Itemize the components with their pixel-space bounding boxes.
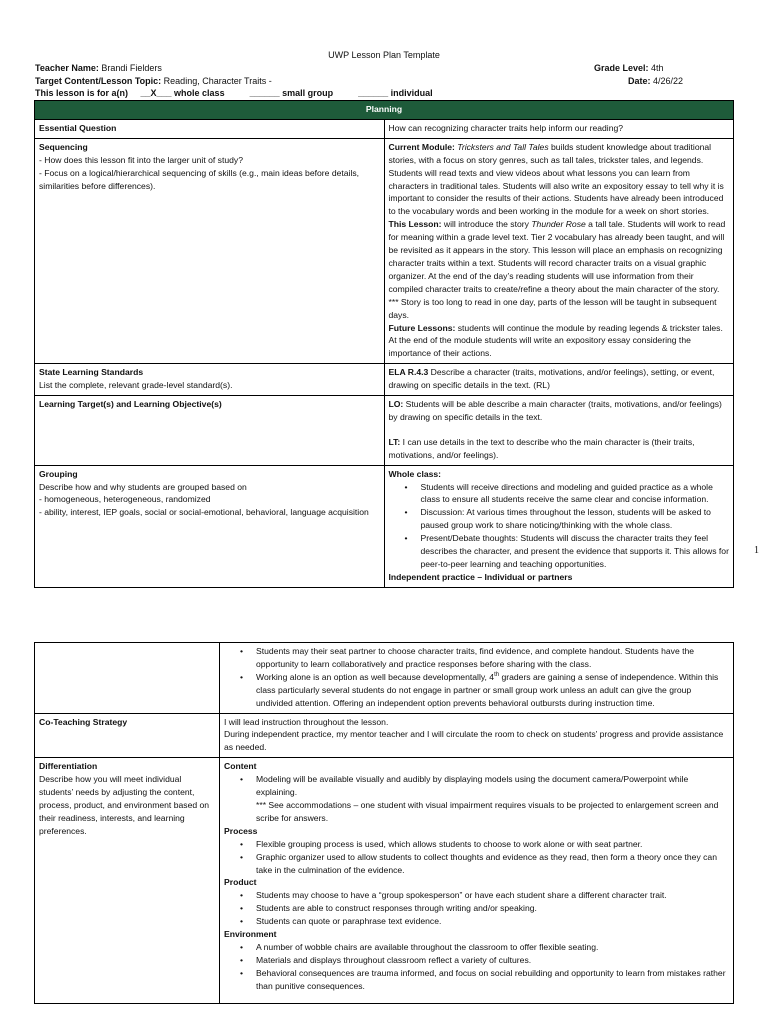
future-lessons-label: Future Lessons: [388,322,456,333]
standards-content [384,364,734,396]
learning-target-label: Learning Target(s) and Learning Objective(s) [35,396,385,466]
standards-cell [35,364,385,396]
list-item: • Students are able to construct responses through writing and/or speaking. [256,902,729,915]
essential-question-text: How can recognizing character traits help inform our reading? [384,119,734,138]
standard-code: ELA R.4.3 [388,367,429,378]
lesson-topic [35,75,272,88]
content-label: Content [224,761,257,772]
sequencing-cell [35,138,385,363]
sequencing-content [384,138,734,363]
essential-question-label: Essential Question [35,119,385,138]
content-note: *** See accommodations – one student with visual impairment requires visuals to be projected to enlargement screen and scribe for answers. [256,799,719,823]
list-item: • Materials and displays throughout classroom reflect a variety of cultures. [256,954,729,967]
learning-objective [389,398,730,424]
product-label: Product [224,877,257,888]
future-lessons-text: students will continue the module by reading legends & trickster tales. At the end of the module students will write an expository essay considering the importance of their actions. [388,322,723,359]
grouping-cell [35,465,385,587]
grouping-bullets-continued [224,645,729,710]
table-row [35,643,734,714]
sequencing-desc: - How does this lesson fit into the larger unit of study? - Focus on a logical/hierarchical sequencing of skills (e.g., main ideas before details, similarities before differences). [39,154,360,191]
module-text: builds student knowledge about traditional stories, with a focus on story genres, such as tall tales, trickster tales, and legends. Students will read texts and view videos about what lessons you can learn from characters in traditional tales. Students will also write an expository essay to tell why it is important to consider the results of their actions. Students have already been introduced to the vocabulary words and been working in the module for a week on short stories. [388,141,724,217]
list-item: • Flexible grouping process is used, which allows students to choose to work alone or with seat partner. [256,838,729,851]
list-item: • Students can quote or paraphrase text evidence. [256,915,729,928]
this-lesson-text: will introduce the story [441,219,532,230]
this-lesson-text-2: a tall tale. Students will work to read for meaning within a grade level text. Tier 2 vocabulary has already been taught, and will be revisited as it appears in the story. This lesson will place an emphasis on recognizing character traits within a text. Students will record character traits on a visual graphic organizer. At the end of the day’s reading students will use information from their compiled character traits to create/refine a theory about the main character of the story. [388,219,726,294]
lt-text: I can use details in the text to describe who the main character is (their traits, motivations, and/or feelings). [388,436,695,460]
current-module [389,141,730,218]
planning-banner: Planning [35,101,734,120]
process-bullets [224,838,729,877]
current-module-label: Current Module: [388,141,455,152]
product-bullets [224,889,729,928]
teacher-label: Teacher Name: [35,63,99,73]
standards-label: State Learning Standards [39,367,144,378]
differentiation-label: Differentiation [39,761,98,772]
grade-value: 4th [648,63,664,73]
lesson-date [628,75,683,88]
list-item: • Graphic organizer used to allow students to collect thoughts and evidence as they read, then form a theory once they can take in the culmination of the evidence. [256,851,729,877]
alone-text: Working alone is an option as well because developmentally, 4 [256,671,495,682]
coteaching-label: Co-Teaching Strategy [35,713,220,758]
list-item: • Discussion: At various times throughout the lesson, students will be asked to paused group work to share noticing/thinking with the whole class. [421,506,730,532]
learning-target [389,436,730,462]
teacher-name [35,62,162,75]
coteaching-text: I will lead instruction throughout the lesson. During independent practice, my mentor teacher and I will circulate the room to check on students’ progress and provide assistance as needed. [220,713,734,758]
standard-text: Describe a character (traits, motivations, and/or feelings), setting, or event, drawing on specific details in the text. (RL) [388,367,715,391]
process-label: Process [224,825,258,836]
list-item: • Students may choose to have a “group spokesperson” or have each student share a different character trait. [256,889,729,902]
table-row [35,465,734,587]
grouping-desc: Describe how and why students are grouped based on - homogeneous, heterogeneous, randomized - ability, interest, IEP goals, social or social-emotional, behavioral, language acquisition [39,481,369,518]
differentiation-desc: Describe how you will meet individual students’ needs by adjusting the content, process, product, and environment based on their readiness, interests, and learning preferences. [39,774,210,836]
table-row [35,396,734,466]
date-label: Date: [628,76,651,86]
lo-label: LO: [388,399,404,410]
list-item: • Students will receive directions and modeling and guided practice as a whole class to ensure all students receive the same clear and concise information. [421,481,730,507]
grouping-label: Grouping [39,468,78,479]
whole-class-label: Whole class: [388,468,442,479]
standards-desc: List the complete, relevant grade-level standard(s). [39,380,233,391]
environment-bullets [224,941,729,993]
grade-level [594,62,664,75]
alone-text-rest: graders are gaining a sense of independence. Within this class particularly several students do not engage in partner or small group work unless an adult can give the group undivided attention. Offering an independent option prevents behavioral outbursts during instruction time. [256,671,719,708]
lo-text: Students will be able describe a main character (traits, motivations, and/or feelings) by drawing on specific details in the text. [388,399,722,422]
grade-label: Grade Level: [594,63,649,73]
differentiation-content [220,758,734,1004]
list-item [256,671,729,710]
content-bullets [224,773,729,799]
ordinal-suffix: th [494,671,500,678]
teacher-value: Brandi Fielders [98,63,162,73]
list-item: • Students may their seat partner to choose character traits, find evidence, and complete handout. Students have the opportunity to learn collaboratively and practice responses before sharing with the class. [256,645,729,671]
story-title: Thunder Rose [531,219,586,230]
planning-table-page-2 [34,642,734,1004]
topic-label: Target Content/Lesson Topic: [35,76,162,86]
grouping-continued [220,643,734,714]
list-item: • Behavioral consequences are trauma informed, and focus on social rebuilding and opportunity to learn from mistakes rather than punitive consequences. [256,967,729,993]
grouping-continued-left [35,643,220,714]
grouping-content [384,465,734,587]
date-value: 4/26/22 [650,76,684,86]
document-title: UWP Lesson Plan Template [328,50,440,60]
sequencing-label: Sequencing [39,141,88,152]
table-row [35,364,734,396]
grouping-bullets [389,481,730,571]
page-number: 1 [754,545,759,556]
learning-target-content [384,396,734,466]
table-row [35,758,734,1004]
topic-value: Reading, Character Traits - [161,76,272,86]
table-row [35,138,734,363]
environment-label: Environment [224,929,277,940]
list-item: • A number of wobble chairs are available throughout the classroom to offer flexible seating. [256,941,729,954]
lt-label: LT: [388,436,401,447]
differentiation-cell [35,758,220,1004]
module-title: Tricksters and Tall Tales [457,141,549,152]
lesson-for: This lesson is for a(n) __X___ whole class ______ small group ______ individual [35,88,433,98]
future-lessons [389,322,730,361]
this-lesson [389,218,730,295]
this-lesson-label: This Lesson: [388,219,442,230]
lesson-note: *** Story is too long to read in one day, parts of the lesson will be taught in subsequent days. [388,296,717,320]
list-item: • Modeling will be available visually and audibly by displaying models using the document camera/Powerpoint while explaining. [256,773,729,799]
table-row [35,713,734,758]
table-row [35,119,734,138]
list-item: • Present/Debate thoughts: Students will discuss the character traits they feel describes the character, and present the evidence that supports it. This allows for peer-to-peer learning and teaching opportunities. [421,532,730,571]
planning-table [34,100,734,588]
independent-practice-label: Independent practice – Individual or partners [388,571,573,582]
